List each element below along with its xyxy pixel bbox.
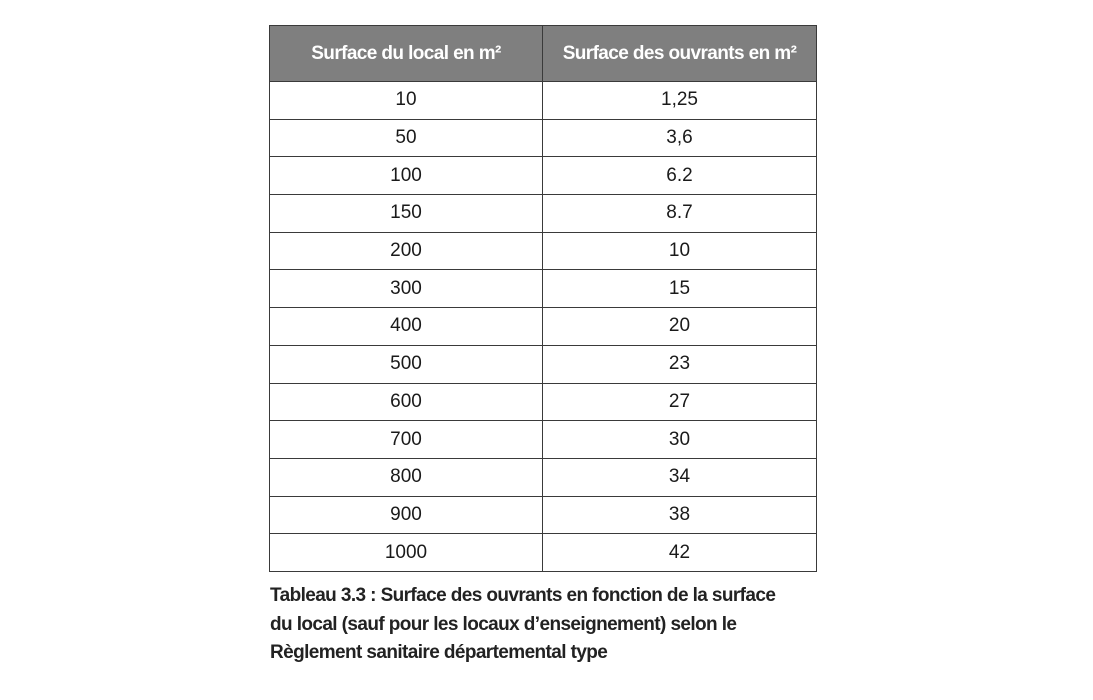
table-row (270, 534, 817, 572)
table-caption (270, 582, 830, 668)
cell-surface-local: 500 (270, 345, 543, 383)
cell-surface-ouvrants: 23 (543, 345, 817, 383)
caption-line: du local (sauf pour les locaux d’enseignement) selon le (270, 613, 737, 635)
surface-table-container (269, 25, 816, 572)
table-row (270, 119, 817, 157)
cell-surface-ouvrants: 20 (543, 308, 817, 346)
cell-surface-local: 10 (270, 82, 543, 120)
cell-surface-ouvrants: 34 (543, 458, 817, 496)
cell-surface-local: 800 (270, 458, 543, 496)
table-row (270, 496, 817, 534)
table-header-row (270, 26, 817, 82)
cell-surface-ouvrants: 30 (543, 421, 817, 459)
table-row (270, 270, 817, 308)
cell-surface-ouvrants: 38 (543, 496, 817, 534)
table-row (270, 345, 817, 383)
cell-surface-local: 100 (270, 157, 543, 195)
table-row (270, 458, 817, 496)
caption-line: Tableau 3.3 : Surface des ouvrants en fonction de la surface (270, 585, 776, 606)
cell-surface-local: 1000 (270, 534, 543, 572)
cell-surface-ouvrants: 27 (543, 383, 817, 421)
cell-surface-local: 900 (270, 496, 543, 534)
caption-line: Règlement sanitaire départemental type (270, 642, 608, 663)
cell-surface-local: 600 (270, 383, 543, 421)
cell-surface-local: 200 (270, 232, 543, 270)
surface-table (269, 25, 817, 572)
header-surface-ouvrants: Surface des ouvrants en m² (543, 26, 817, 82)
table-body (270, 82, 817, 572)
cell-surface-ouvrants: 6.2 (543, 157, 817, 195)
cell-surface-ouvrants: 8.7 (543, 195, 817, 233)
cell-surface-ouvrants: 3,6 (543, 119, 817, 157)
cell-surface-local: 400 (270, 308, 543, 346)
table-row (270, 308, 817, 346)
table-row (270, 157, 817, 195)
cell-surface-local: 150 (270, 195, 543, 233)
table-row (270, 82, 817, 120)
cell-surface-local: 700 (270, 421, 543, 459)
table-row (270, 195, 817, 233)
table-row (270, 232, 817, 270)
cell-surface-ouvrants: 15 (543, 270, 817, 308)
cell-surface-local: 50 (270, 119, 543, 157)
cell-surface-ouvrants: 42 (543, 534, 817, 572)
cell-surface-local: 300 (270, 270, 543, 308)
table-row (270, 383, 817, 421)
cell-surface-ouvrants: 10 (543, 232, 817, 270)
header-surface-local: Surface du local en m² (270, 26, 543, 82)
cell-surface-ouvrants: 1,25 (543, 82, 817, 120)
table-row (270, 421, 817, 459)
